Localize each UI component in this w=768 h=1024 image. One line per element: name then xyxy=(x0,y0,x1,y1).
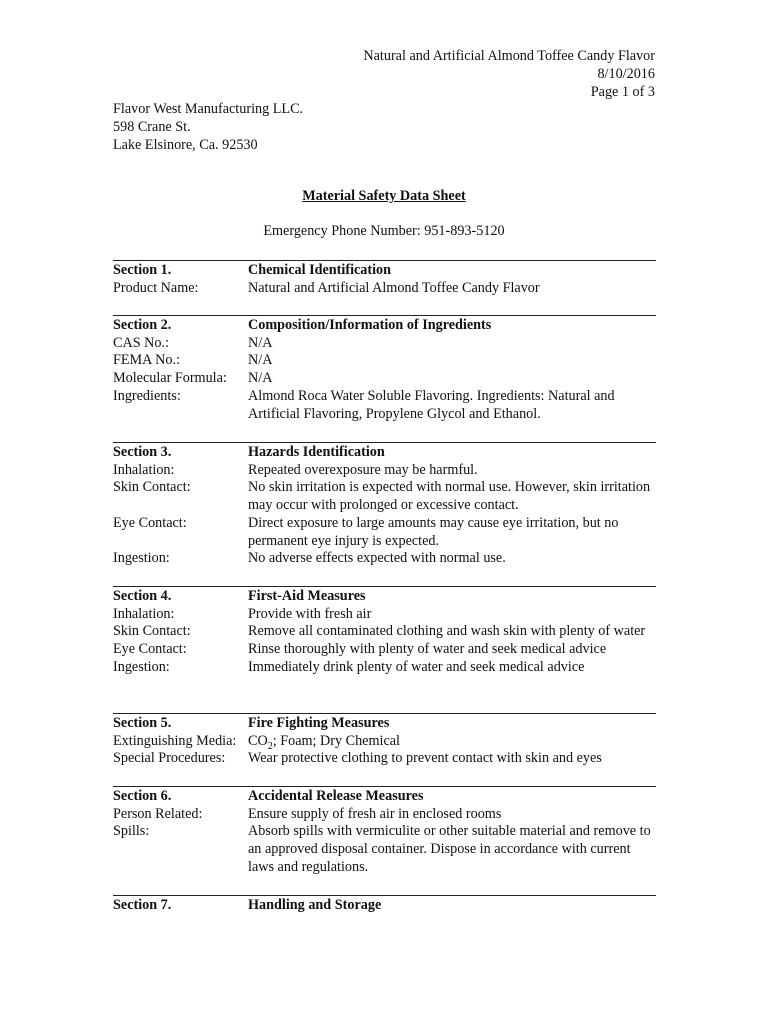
section-title: Handling and Storage xyxy=(248,897,382,913)
section-1 xyxy=(113,260,656,297)
field-row xyxy=(113,352,656,370)
field-value: No skin irritation is expected with normal use. However, skin irritation may occur with prolonged or excessive contact. xyxy=(248,479,651,514)
header-page-number: Page 1 of 3 xyxy=(590,84,655,100)
section-label: Section 7. xyxy=(113,897,172,913)
field-row xyxy=(113,335,656,353)
section-title: First-Aid Measures xyxy=(248,588,366,604)
field-row xyxy=(113,641,656,659)
field-value xyxy=(248,733,656,751)
field-value: No adverse effects expected with normal use. xyxy=(248,550,506,567)
section-label: Section 5. xyxy=(113,715,172,731)
section-label: Section 6. xyxy=(113,788,172,804)
field-row xyxy=(113,280,656,298)
section-title: Fire Fighting Measures xyxy=(248,715,390,731)
field-row xyxy=(113,823,656,876)
section-label: Section 4. xyxy=(113,588,172,604)
section-header xyxy=(113,262,656,280)
section-2 xyxy=(113,315,656,423)
company-name: Flavor West Manufacturing LLC. xyxy=(113,101,304,117)
field-value: N/A xyxy=(248,370,273,387)
value-subscript: 2 xyxy=(267,740,273,752)
header-product-name: Natural and Artificial Almond Toffee Candy Flavor xyxy=(363,48,655,64)
value-suffix: ; Foam; Dry Chemical xyxy=(272,732,400,749)
emergency-phone: Emergency Phone Number: 951-893-5120 xyxy=(263,223,505,239)
section-header xyxy=(113,444,656,462)
field-row xyxy=(113,370,656,388)
field-value: N/A xyxy=(248,334,273,351)
section-header xyxy=(113,788,656,806)
field-label: Skin Contact: xyxy=(113,479,191,496)
field-label: Ingestion: xyxy=(113,658,170,675)
field-row xyxy=(113,623,656,641)
field-row xyxy=(113,479,656,514)
field-value: Immediately drink plenty of water and seek medical advice xyxy=(248,658,585,675)
field-row xyxy=(113,388,656,423)
section-5 xyxy=(113,713,656,768)
field-label: Skin Contact: xyxy=(113,623,191,640)
page-header xyxy=(363,47,655,101)
section-title: Accidental Release Measures xyxy=(248,788,424,804)
company-city: Lake Elsinore, Ca. 92530 xyxy=(113,137,258,153)
field-label: Inhalation: xyxy=(113,461,175,478)
field-label: Eye Contact: xyxy=(113,641,187,658)
field-label: Special Procedures: xyxy=(113,750,226,767)
section-4 xyxy=(113,586,656,677)
field-label: Ingestion: xyxy=(113,550,170,567)
field-row xyxy=(113,515,656,550)
field-label: Ingredients: xyxy=(113,387,181,404)
field-row xyxy=(113,606,656,624)
field-label: Spills: xyxy=(113,823,150,840)
field-value: Provide with fresh air xyxy=(248,605,372,622)
section-header xyxy=(113,897,656,915)
section-3 xyxy=(113,442,656,568)
value-prefix: CO xyxy=(248,732,268,749)
section-title: Chemical Identification xyxy=(248,262,392,278)
field-value: Almond Roca Water Soluble Flavoring. Ingredients: Natural and Artificial Flavoring, Propylene Glycol and Ethanol. xyxy=(248,387,615,422)
header-date: 8/10/2016 xyxy=(597,66,655,82)
section-title: Hazards Identification xyxy=(248,444,385,460)
field-value: Wear protective clothing to prevent contact with skin and eyes xyxy=(248,750,602,767)
field-label: FEMA No.: xyxy=(113,352,181,369)
section-label: Section 3. xyxy=(113,444,172,460)
section-header xyxy=(113,715,656,733)
section-label: Section 1. xyxy=(113,262,172,278)
field-label: Eye Contact: xyxy=(113,514,187,531)
document-title: Material Safety Data Sheet xyxy=(302,188,466,204)
section-header xyxy=(113,588,656,606)
section-header xyxy=(113,317,656,335)
field-label: Inhalation: xyxy=(113,605,175,622)
field-value: Direct exposure to large amounts may cause eye irritation, but no permanent eye injury is expected. xyxy=(248,514,619,549)
field-row xyxy=(113,750,656,768)
field-value: Absorb spills with vermiculite or other suitable material and remove to an approved disposal container. Dispose in accordance with current laws and regulations. xyxy=(248,823,651,875)
section-title: Composition/Information of Ingredients xyxy=(248,317,492,333)
company-address xyxy=(113,100,303,154)
field-value: N/A xyxy=(248,352,273,369)
field-row xyxy=(113,550,656,568)
field-row xyxy=(113,462,656,480)
field-value: Natural and Artificial Almond Toffee Candy Flavor xyxy=(248,279,540,296)
field-value: Remove all contaminated clothing and wash skin with plenty of water xyxy=(248,623,646,640)
section-label: Section 2. xyxy=(113,317,172,333)
company-street: 598 Crane St. xyxy=(113,119,191,135)
field-label: Extinguishing Media: xyxy=(113,732,237,749)
field-row xyxy=(113,806,656,824)
field-label: Person Related: xyxy=(113,805,203,822)
section-6 xyxy=(113,786,656,877)
field-row xyxy=(113,659,656,677)
field-label: Molecular Formula: xyxy=(113,370,227,387)
field-label: Product Name: xyxy=(113,279,199,296)
field-value: Rinse thoroughly with plenty of water and seek medical advice xyxy=(248,641,607,658)
field-label: CAS No.: xyxy=(113,334,169,351)
field-value: Repeated overexposure may be harmful. xyxy=(248,461,478,478)
field-value: Ensure supply of fresh air in enclosed rooms xyxy=(248,805,502,822)
field-row xyxy=(113,733,656,751)
section-7 xyxy=(113,895,656,915)
